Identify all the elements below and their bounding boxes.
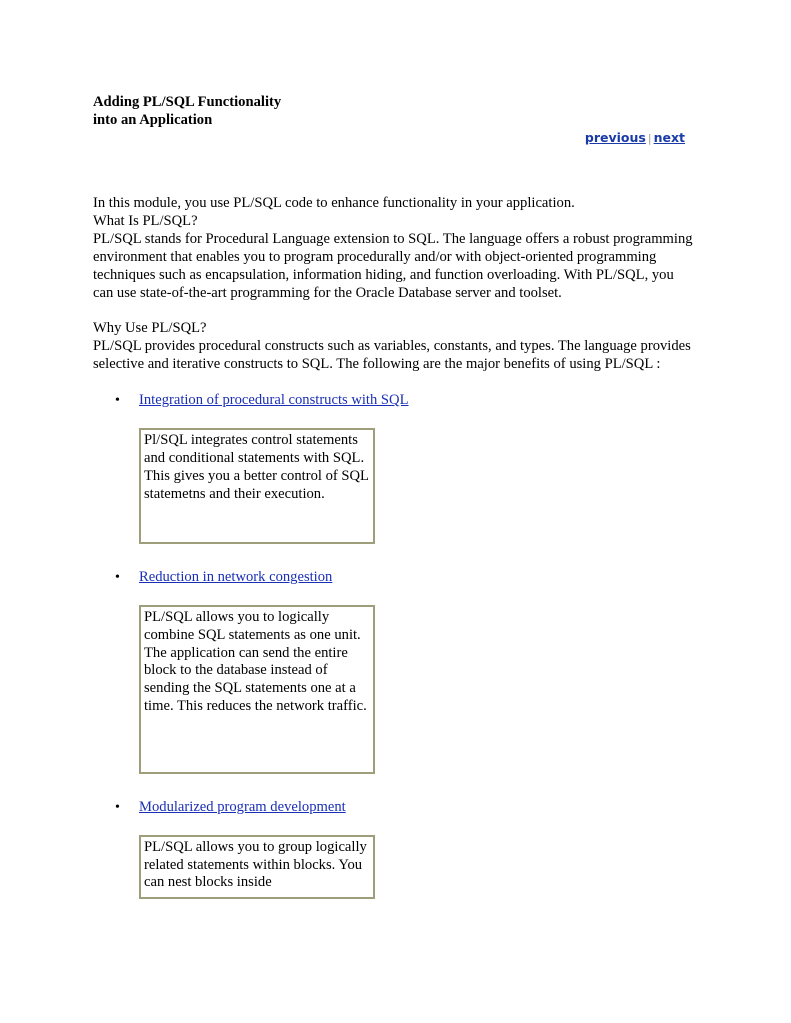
previous-link[interactable]: previous [584, 130, 646, 145]
intro-paragraph: In this module, you use PL/SQL code to enhance functionality in your application. [93, 195, 575, 211]
bullet-icon: • [115, 569, 120, 585]
page-navigation [93, 129, 685, 148]
benefit-description-box [139, 605, 375, 774]
document-page [93, 93, 695, 891]
module-content [93, 195, 695, 899]
nav-separator: | [647, 132, 652, 145]
benefit-link-modularized[interactable]: Modularized program development [139, 798, 346, 815]
why-use-paragraph: PL/SQL provides procedural constructs such as variables, constants, and types. The language provides selective and iterative constructs to SQL. The following are the major benefits of using PL/SQL : [93, 338, 691, 373]
why-use-heading: Why Use PL/SQL? [93, 320, 207, 337]
title-line-2: into an Application [93, 112, 213, 128]
list-item [93, 392, 695, 569]
benefit-description-box [139, 835, 375, 899]
benefit-link-integration[interactable]: Integration of procedural constructs with SQL [139, 391, 409, 408]
what-is-heading: What Is PL/SQL? [93, 212, 198, 229]
list-item [93, 799, 695, 899]
title-line-1: Adding PL/SQL Functionality [93, 94, 282, 110]
next-link[interactable]: next [653, 130, 685, 145]
page-title [93, 93, 695, 129]
list-item [93, 569, 695, 799]
bullet-icon: • [115, 392, 120, 408]
bullet-icon: • [115, 799, 120, 815]
benefit-description: PL/SQL allows you to group logically related statements within blocks. You can nest blocks inside [144, 838, 367, 891]
what-is-paragraph: PL/SQL stands for Procedural Language extension to SQL. The language offers a robust programming environment that enables you to program procedurally and/or with object-oriented programming techniques such as encapsulation, information hiding, and function overloading. With PL/SQL, you can use state-of-the-art programming for the Oracle Database server and toolset. [93, 230, 693, 301]
benefit-link-network[interactable]: Reduction in network congestion [139, 568, 333, 585]
benefit-description: PL/SQL allows you to logically combine SQL statements as one unit. The application can send the entire block to the database instead of sending the SQL statements one at a time. This reduces the network traffic. [144, 608, 367, 715]
benefit-description-box [139, 428, 375, 544]
benefits-list [93, 392, 695, 899]
benefit-description: Pl/SQL integrates control statements and conditional statements with SQL. This gives you a better control of SQL statemetns and their execution. [144, 431, 369, 502]
